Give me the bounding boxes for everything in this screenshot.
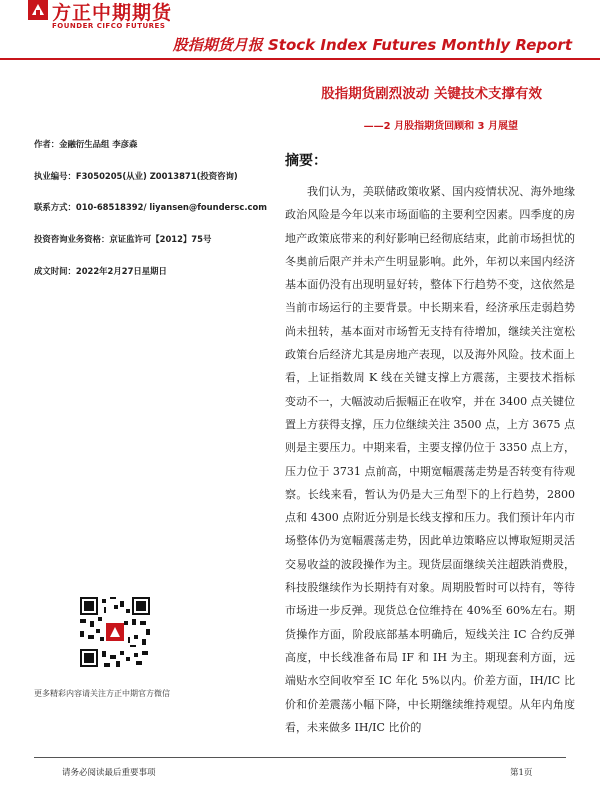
document-subtitle: ——2 月股指期货回顾和 3 月展望 — [363, 121, 518, 132]
header-divider — [0, 58, 600, 60]
summary-body: 我们认为，美联储政策收紧、国内疫情状况、海外地缘政治风险是今年以来市场面临的主要利空因素。四季度的房地产政策底带来的利好影响已经彻底结束，此前市场担忧的冬奥前后限产并未产生明显影响。此外，年初以来国内经济基本面仍没有出现明显好转，整体下行趋势不变，这依然是当前市场运行的主要背景。中长期来看，经济承压走弱趋势尚未扭转，基本面对市场暂无支持有待增加，继续关注宽松政策台后经济尤其是房地产表现，以及海外风险。技术面上看，上证指数周 K 线在关键支撑上方震荡，主要技术指标变动不一，大幅波动后振幅正在收窄，并在 3400 点关键位置上方获得支撑，压力位继续关注 3500 点，上方 3675 点则是主要压力。中期来看，主要支撑仍位于 3350 点上方，压力位于 3731 点前高，中期宽幅震荡走势是否转变有待观察。长线来看，暂认为仍是大三角型下的上行趋势，2800 点和 4300 点附近分别是长线支撑和压力。我们预计年内市场整体仍为宽幅震荡走势，因此单边策略应以博取短期灵活交易收益的波段操作为主。现货层面继续关注超跌消费股，科技股继续作为长期持有对象。周期股暂时可以持有，等待市场进一步反弹。现货总仓位维持在 40%至 60%左右。期货操作方面，阶段底部基本明确后，短线关注 IC 合约反弹高度，中长线准备布局 IF 和 IH 为主。期现套利方面，远端贴水空间收窄至 IC 年化 5%以内。价差方面，IH/IC 比价和价差震荡小幅下降，中长期继续维持观望。从年内角度看，未来做多 IH/IC 比价的 — [285, 185, 575, 734]
qr-caption: 更多精彩内容请关注方正中期官方微信 — [34, 689, 170, 698]
logo-english-name: FOUNDER CIFCO FUTURES — [52, 22, 166, 30]
footer-disclaimer-note: 请务必阅读最后重要事项 — [62, 768, 156, 778]
logo-chinese-name: 方正中期期货 — [52, 2, 173, 24]
document-title: 股指期货剧烈波动 关键技术支撑有效 — [321, 86, 542, 102]
company-logo — [28, 0, 188, 34]
summary-heading: 摘要： — [285, 153, 327, 169]
contact-line: 联系方式：010-68518392/ liyansen@foundersc.com — [34, 202, 267, 212]
author-line: 作者：金融衍生品组 李彦森 — [34, 139, 138, 149]
wechat-qr-code — [80, 597, 150, 667]
license-line: 执业编号：F3050205(从业) Z0013871(投资咨询) — [34, 171, 238, 181]
page-number: 第1页 — [510, 768, 533, 778]
footer-divider — [34, 757, 566, 758]
date-line: 成文时间：2022年2月27日星期日 — [34, 266, 167, 276]
qualification-line: 投资咨询业务资格：京证监许可【2012】75号 — [34, 234, 212, 244]
logo-mark-icon — [28, 0, 48, 20]
report-series-title: 股指期货月报 Stock Index Futures Monthly Report — [172, 36, 572, 54]
